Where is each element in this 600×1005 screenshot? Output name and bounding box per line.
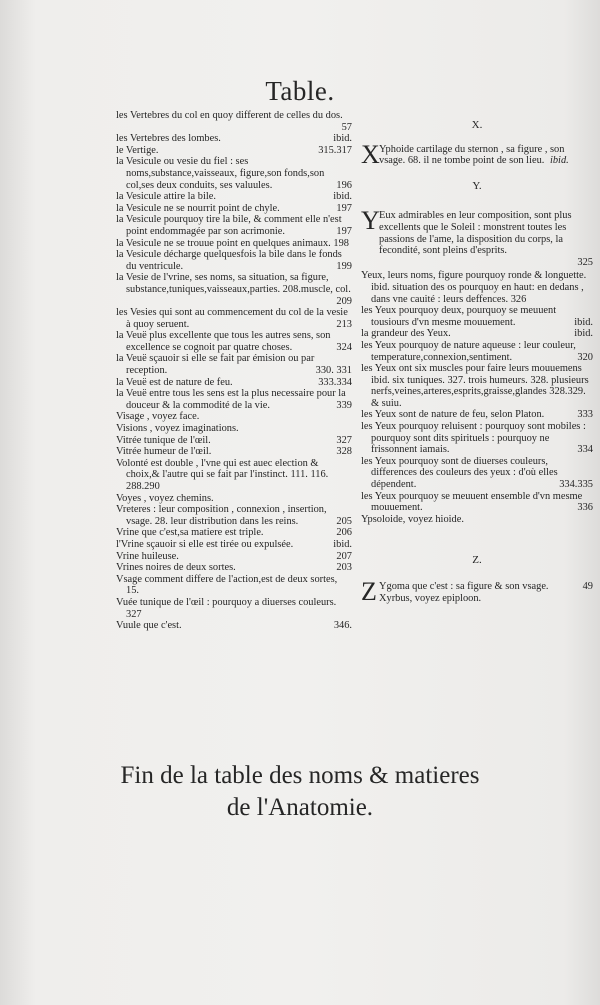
entry-text: les Yeux pourquoy reluisent : pourquoy sont mobiles : pourquoy sont dits spirituels : pourquoy ne frissonnent iamais. xyxy=(361,421,586,456)
entry-page: 197 xyxy=(336,202,352,214)
index-column-left xyxy=(116,110,352,632)
entry-text: Vitrée humeur de l'œil. xyxy=(116,446,212,458)
entry-page: 199 xyxy=(336,260,352,272)
section-heading-x: X. xyxy=(471,119,483,131)
index-entry xyxy=(116,446,352,458)
index-entry xyxy=(116,562,352,574)
index-entry xyxy=(361,305,593,328)
index-entry xyxy=(361,270,593,305)
entry-page: 339 xyxy=(336,399,352,411)
index-entry xyxy=(361,363,593,409)
entry-page: ibid. xyxy=(333,191,352,203)
page-title: Table. xyxy=(265,76,335,106)
entry-page: 328 xyxy=(336,446,352,458)
index-entry xyxy=(116,203,352,215)
y-entry-list xyxy=(361,270,593,525)
entry-page: 49 xyxy=(582,581,593,592)
entry-text: Vitrée tunique de l'œil. xyxy=(116,434,211,446)
entry-page: 324 xyxy=(336,341,352,353)
index-entry xyxy=(361,491,593,514)
entry-text: Eux admirables en leur composition, sont plus excellents que le Soleil : monstrent toutes les passions de l'ame, la disposition du corps, la fecondité, sont pleins d'esprits. xyxy=(379,210,572,257)
index-entry xyxy=(116,597,352,620)
index-entry xyxy=(116,377,352,389)
entry-page: 333.334 xyxy=(318,376,352,388)
entry-page: 333 xyxy=(577,409,593,421)
entry-page: 196 xyxy=(336,179,352,191)
entry-page: 57 xyxy=(341,121,352,133)
entry-page: 334.335 xyxy=(559,479,593,491)
entry-text: la Veuë est de nature de feu. xyxy=(116,376,233,388)
entry-text: la grandeur des Yeux. xyxy=(361,328,451,340)
drop-cap: X xyxy=(361,139,380,169)
entry-page: 203 xyxy=(336,562,352,574)
index-entry xyxy=(116,249,352,272)
entry-text: le Vertige. xyxy=(116,144,159,156)
index-entry xyxy=(361,421,593,456)
entry-page: ibid. xyxy=(549,155,569,167)
entry-text: l'Vrine sçauoir si elle est tirée ou expulsée. xyxy=(116,538,294,550)
section-heading-z: Z. xyxy=(472,554,482,567)
closing-title xyxy=(0,760,600,824)
entry-page: 325 xyxy=(577,256,593,268)
entry-text: Vreteres : leur composition , connexion , insertion, vsage. 28. leur distribution dans les reins. xyxy=(116,504,327,527)
entry-page: 205 xyxy=(336,515,352,527)
closing-title-line-2: de l'Anatomie. xyxy=(226,794,374,821)
entry-page: 209 xyxy=(336,295,352,307)
index-entry xyxy=(116,493,352,505)
entry-text: la Vesicule décharge quelquesfois la bile dans le fonds du ventricule. xyxy=(116,249,342,272)
entry-page: 334 xyxy=(577,444,593,456)
entry-page: 206 xyxy=(336,527,352,539)
entry-page: 213 xyxy=(336,318,352,330)
index-entry xyxy=(361,409,593,421)
entry-text: Ygoma que c'est : sa figure & son vsage. xyxy=(379,581,549,592)
drop-cap: Z xyxy=(361,577,377,606)
entry-text: la Vesicule pourquoy tire la bile, & comment elle n'est point endommagée par son acrimonie. xyxy=(116,214,342,237)
index-entry xyxy=(116,435,352,447)
entry-text: Yphoide cartilage du sternon , sa figure , son vsage. 68. il ne tombe point de son lieu. xyxy=(379,143,565,167)
entry-text: Visions , voyez imaginations. xyxy=(116,423,239,435)
entry-page: ibid. xyxy=(574,316,593,328)
entry-text: la Vesicule attire la bile. xyxy=(116,191,216,203)
entry-page: 315.317 xyxy=(318,144,352,156)
entry-text: Vsage comment differe de l'action,est de deux sortes, 15. xyxy=(116,573,338,597)
index-column-right xyxy=(361,110,593,606)
index-entry xyxy=(116,539,352,551)
index-entry xyxy=(116,110,352,133)
index-entry xyxy=(116,574,352,597)
index-entry xyxy=(116,353,352,376)
entry-page: ibid. xyxy=(333,538,352,550)
entry-text: Vrine que c'est,sa matiere est triple. xyxy=(116,527,264,539)
index-entry xyxy=(116,504,352,527)
index-entry xyxy=(361,456,593,491)
entry-page: 197 xyxy=(336,225,352,237)
index-entry xyxy=(116,238,352,250)
index-entry xyxy=(116,620,352,632)
index-entry xyxy=(116,551,352,563)
index-entry xyxy=(116,423,352,435)
drop-cap: Y xyxy=(361,206,380,236)
entry-text: Vrine huileuse. xyxy=(116,550,179,562)
entry-text: Yeux, leurs noms, figure pourquoy ronde & longuette. ibid. situation des os pourquoy en haut: en dedans , dans vne cauité : leurs deffences. 326 xyxy=(361,270,587,305)
section-heading-y: Y. xyxy=(472,179,482,192)
entry-text: la Vesicule ou vesie du fiel : ses noms,substance,vaisseaux, figure,son fonds,son col,ses deux conduits, ses valuules. xyxy=(116,156,325,191)
index-entry xyxy=(116,330,352,353)
entry-text: les Yeux pourquoy se meuuent ensemble d'vn mesme mouuement. xyxy=(361,490,583,514)
index-entry xyxy=(116,156,352,191)
entry-text: les Yeux pourquoy de nature aqueuse : leur couleur, temperature,connexion,sentiment. xyxy=(361,339,576,363)
entry-page: 327 xyxy=(336,434,352,446)
entry-page: ibid. xyxy=(574,328,593,340)
entry-text: la Veuë plus excellente que tous les autres sens, son excellence se cognoit par quatre choses. xyxy=(116,330,331,353)
entry-text: Vuée tunique de l'œil : pourquoy a diuerses couleurs. 327 xyxy=(116,596,337,620)
index-entry xyxy=(116,133,352,145)
entry-text: la Vesicule ne se trouue point en quelques animaux. 198 xyxy=(116,237,349,249)
entry-text: les Yeux sont de nature de feu, selon Platon. xyxy=(361,409,545,421)
entry-text: la Vesicule ne se nourrit point de chyle. xyxy=(116,202,280,214)
entry-text: Vrines noires de deux sortes. xyxy=(116,562,236,574)
entry-text: les Vertebres des lombes. xyxy=(116,133,221,145)
index-entry xyxy=(116,145,352,157)
index-entry xyxy=(116,214,352,237)
entry-text: les Vesies qui sont au commencement du col de la vesie à quoy seruent. xyxy=(116,307,348,330)
entry-page: 330. 331 xyxy=(315,365,352,377)
index-entry xyxy=(361,139,593,169)
index-entry xyxy=(361,340,593,363)
entry-page: 336 xyxy=(577,502,593,514)
entry-page: 320 xyxy=(577,351,593,363)
entry-text: Voyes , voyez chemins. xyxy=(116,492,214,504)
entry-text: Visage , voyez face. xyxy=(116,411,200,423)
entry-text: les Yeux ont six muscles pour faire leurs mouuemens ibid. six tuniques. 327. trois humeurs. 328. plusieurs nerfs,veines,arteres,esprits,graisse,glandes 328.329. & suiu. xyxy=(361,363,589,409)
index-entry xyxy=(361,514,593,526)
entry-text: la Veuë sçauoir si elle se fait par émision ou par reception. xyxy=(116,353,315,377)
entry-text: Vuule que c'est. xyxy=(116,620,182,632)
index-entry xyxy=(361,577,593,606)
entry-text: les Vertebres du col en quoy different de celles du dos. xyxy=(116,110,343,121)
closing-title-line-1: Fin de la table des noms & matieres xyxy=(120,762,480,789)
entry-text: Volonté est double , l'vne qui est auec election & choix,& l'autre qui se fait par l'instinct. 111. 116. 288.290 xyxy=(116,457,329,492)
index-entry xyxy=(116,458,352,493)
entry-text: Ypsoloide, voyez hioide. xyxy=(361,513,464,525)
index-entry xyxy=(116,272,352,307)
entry-text: les Yeux pourquoy sont de diuerses couleurs, differences des couleurs des yeux : d'où elles dépendent. xyxy=(361,455,558,491)
index-entry xyxy=(116,527,352,539)
entry-text: Xyrbus, voyez epiploon. xyxy=(379,592,482,604)
index-entry xyxy=(116,307,352,330)
index-entry xyxy=(116,388,352,411)
entry-text: la Veuë entre tous les sens est la plus necessaire pour la douceur & la commodité de la vie. xyxy=(116,388,346,411)
index-entry xyxy=(361,328,593,340)
entry-page: 346. xyxy=(333,620,352,632)
index-entry xyxy=(116,191,352,203)
entry-text: les Yeux pourquoy deux, pourquoy se meuuent tousiours d'vn mesme mouuement. xyxy=(361,305,557,328)
entry-page: 207 xyxy=(336,550,352,562)
index-entry xyxy=(361,206,593,268)
entry-page: ibid. xyxy=(333,133,352,145)
entry-text: la Vesie de l'vrine, ses noms, sa situation, sa figure, substance,tuniques,vaisseaux,parties. 208.muscle, col. xyxy=(116,272,351,295)
index-entry xyxy=(116,411,352,423)
